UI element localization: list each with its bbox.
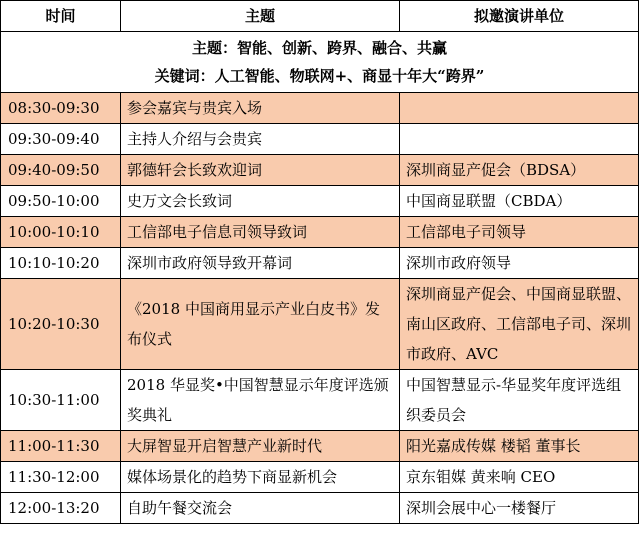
header-topic: 主题: [121, 1, 400, 32]
topic-cell: 2018 华显奖•中国智慧显示年度评选颁奖典礼: [121, 370, 400, 431]
table-row: [1, 124, 639, 155]
header-row: [1, 1, 639, 32]
speaker-unit-cell: 京东钼媒 黄来响 CEO: [400, 462, 639, 493]
table-row: [1, 186, 639, 217]
topic-cell: 大屏智显开启智慧产业新时代: [121, 431, 400, 462]
time-cell: 08:30-09:30: [1, 93, 121, 124]
topic-cell: 媒体场景化的趋势下商显新机会: [121, 462, 400, 493]
time-cell: 10:30-11:00: [1, 370, 121, 431]
keywords-line: 关键词：人工智能、物联网+、商显十年大“跨界”: [154, 67, 485, 85]
header-unit: 拟邀演讲单位: [400, 1, 639, 32]
speaker-unit-cell: [400, 93, 639, 124]
speaker-unit-cell: 阳光嘉成传媒 楼韬 董事长: [400, 431, 639, 462]
speaker-unit-cell: [400, 124, 639, 155]
time-cell: 12:00-13:20: [1, 493, 121, 524]
header-time: 时间: [1, 1, 121, 32]
time-cell: 09:30-09:40: [1, 124, 121, 155]
time-cell: 10:10-10:20: [1, 248, 121, 279]
topic-cell: 《2018 中国商用显示产业白皮书》发布仪式: [121, 279, 400, 370]
time-cell: 11:30-12:00: [1, 462, 121, 493]
table-row: [1, 493, 639, 524]
speaker-unit-cell: 深圳市政府领导: [400, 248, 639, 279]
time-cell: 10:20-10:30: [1, 279, 121, 370]
time-cell: 11:00-11:30: [1, 431, 121, 462]
topic-cell: 郭德轩会长致欢迎词: [121, 155, 400, 186]
topic-cell: 深圳市政府领导致开幕词: [121, 248, 400, 279]
speaker-unit-cell: 中国商显联盟（CBDA）: [400, 186, 639, 217]
speaker-unit-cell: 深圳商显产促会、中国商显联盟、南山区政府、工信部电子司、深圳市政府、AVC: [400, 279, 639, 370]
table-row: [1, 155, 639, 186]
time-cell: 09:40-09:50: [1, 155, 121, 186]
table-row: [1, 370, 639, 431]
table-row: [1, 248, 639, 279]
theme-line: 主题：智能、创新、跨界、融合、共赢: [191, 39, 447, 57]
banner-row: [1, 32, 639, 93]
topic-cell: 工信部电子信息司领导致词: [121, 217, 400, 248]
speaker-unit-cell: 工信部电子司领导: [400, 217, 639, 248]
table-row: [1, 462, 639, 493]
topic-cell: 主持人介绍与会贵宾: [121, 124, 400, 155]
speaker-unit-cell: 深圳会展中心一楼餐厅: [400, 493, 639, 524]
table-row: [1, 217, 639, 248]
table-row: [1, 431, 639, 462]
speaker-unit-cell: 中国智慧显示-华显奖年度评选组织委员会: [400, 370, 639, 431]
time-cell: 09:50-10:00: [1, 186, 121, 217]
table-row: [1, 93, 639, 124]
topic-cell: 史万文会长致词: [121, 186, 400, 217]
table-row: [1, 279, 639, 370]
speaker-unit-cell: 深圳商显产促会（BDSA）: [400, 155, 639, 186]
banner-cell: [1, 32, 639, 93]
topic-cell: 自助午餐交流会: [121, 493, 400, 524]
time-cell: 10:00-10:10: [1, 217, 121, 248]
topic-cell: 参会嘉宾与贵宾入场: [121, 93, 400, 124]
